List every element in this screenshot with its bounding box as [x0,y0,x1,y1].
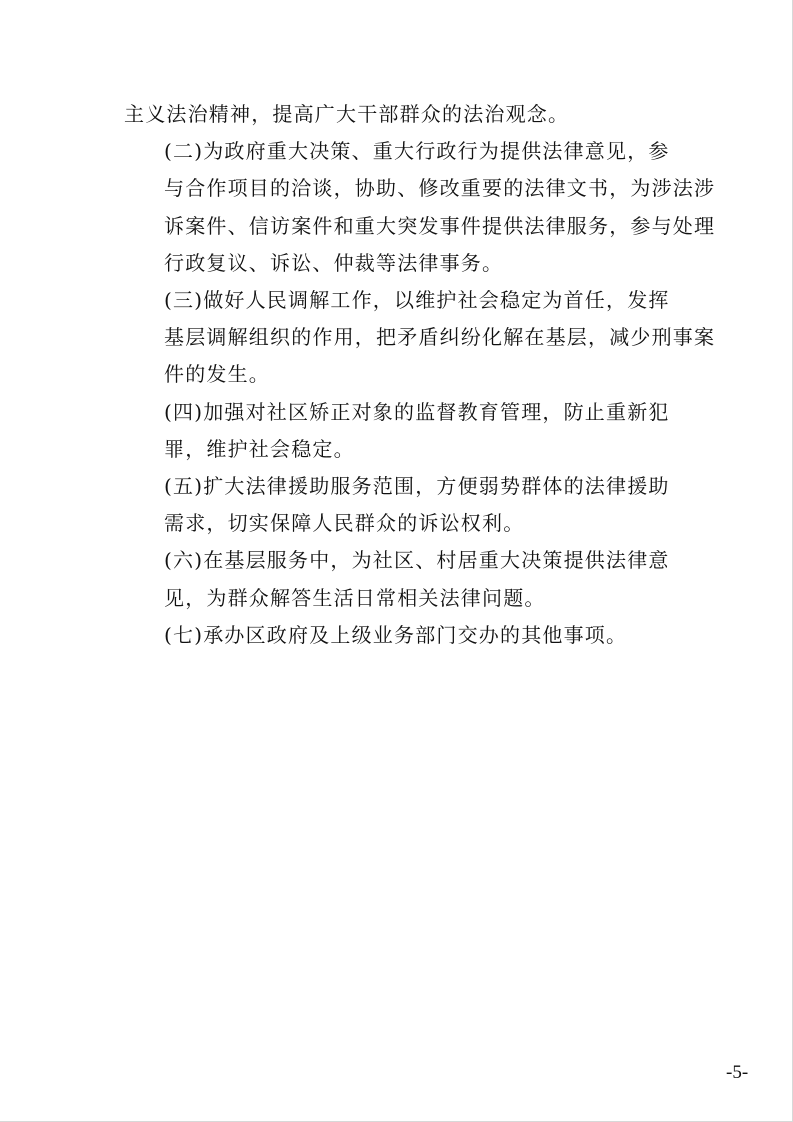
text-line: 需求，切实保障人民群众的诉讼权利。 [164,511,525,536]
text-line: 件的发生。 [164,362,270,387]
paragraph-item-5 [124,468,684,542]
text-line: 见，为群众解答生活日常相关法律问题。 [164,585,546,610]
paragraph-continuation [124,96,684,133]
text-line: 行政复议、诉讼、仲裁等法律事务。 [164,250,504,275]
paragraph-item-2 [124,133,716,282]
text-line: 与合作项目的洽谈，协助、修改重要的法律文书，为涉法涉 [164,176,716,201]
paragraph-item-4 [124,394,684,468]
text-line: (六)在基层服务中，为社区、村居重大决策提供法律意 [164,548,670,573]
text-line: 基层调解组织的作用，把矛盾纠纷化解在基层，减少刑事案 [164,325,716,350]
text-line: 诉案件、信访案件和重大突发事件提供法律服务，参与处理 [164,213,716,238]
text-line: (三)做好人民调解工作，以维护社会稳定为首任，发挥 [164,288,670,313]
paragraph-item-6 [124,542,684,616]
document-body [124,96,716,654]
text-line: (四)加强对社区矫正对象的监督教育管理，防止重新犯 [164,399,670,424]
text-line: (二)为政府重大决策、重大行政行为提供法律意见，参 [164,139,670,164]
paragraph-item-3 [124,282,716,394]
text-line: 罪，维护社会稳定。 [164,436,355,461]
text-line: (五)扩大法律援助服务范围，方便弱势群体的法律援助 [164,474,670,499]
text-line: (七)承办区政府及上级业务部门交办的其他事项。 [164,622,628,647]
paragraph-item-7 [124,617,684,654]
text-line: 主义法治精神，提高广大干部群众的法治观念。 [124,102,570,126]
page-number: -5- [726,1062,749,1083]
